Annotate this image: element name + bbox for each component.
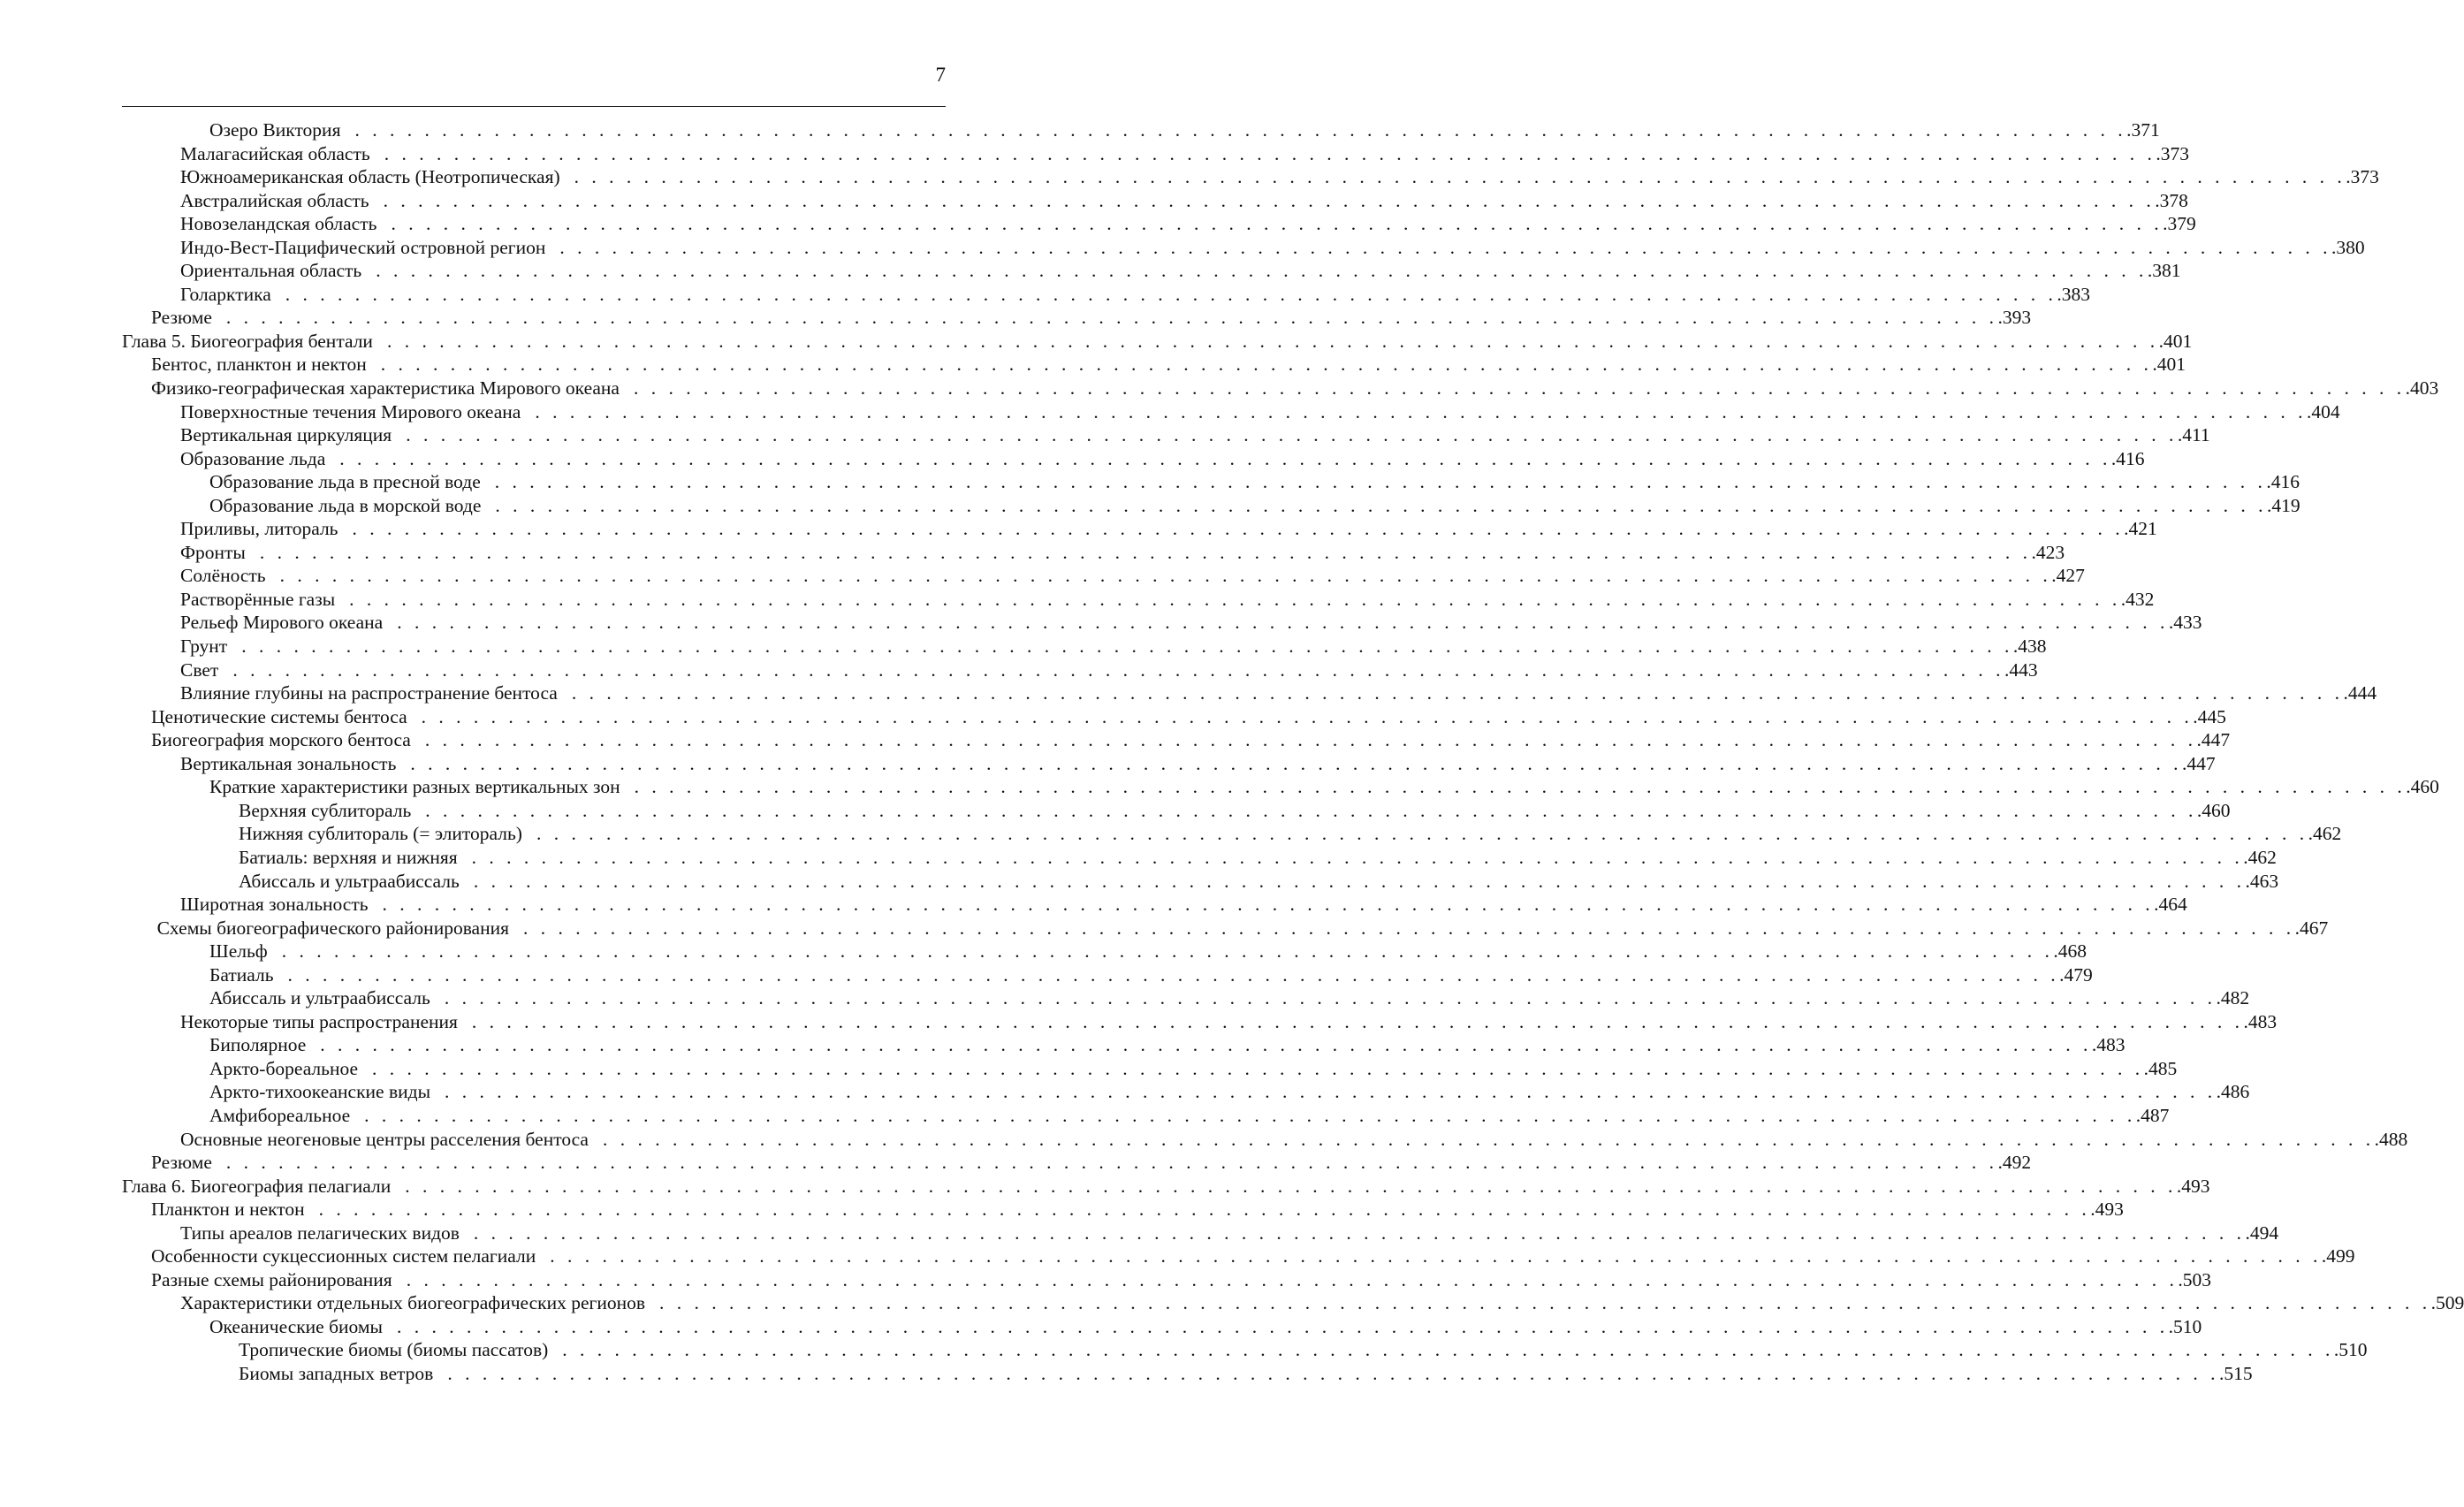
toc-entry [122,353,2186,377]
toc-entry-title: Планктон и нектон [151,1199,305,1221]
toc-dot-leader: . . . . . . . . . . . . . . . . . . . . . . . . . . . . . . . . . . . . . . . . . . . . . . . . . . . . . . . . . . . . . . . . . . . . . . . . . . . . . . . . . . . . . . . . . . . . . . . . . . . . . . [281,940,2054,963]
toc-entry [122,330,2193,354]
toc-entry-page: .510 [2168,1315,2202,1337]
toc-entry-title: Фронты [180,541,246,563]
toc-dot-leader: . . . . . . . . . . . . . . . . . . . . . . . . . . . . . . . . . . . . . . . . . . . . . . . . . . . . . . . . . . . . . . . . . . . . . . . . . . . . . . . . . . . . . . . . . . . . . . . . . . . . . . [410,752,2182,774]
toc-dot-leader: . . . . . . . . . . . . . . . . . . . . . . . . . . . . . . . . . . . . . . . . . . . . . . . . . . . . . . . . . . . . . . . . . . . . . . . . . . . . . . . . . . . . . . . . . . . . . . . . . . . . . . [550,1245,2322,1267]
toc-entry-page: .509 [2430,1292,2464,1314]
toc-dot-leader: . . . . . . . . . . . . . . . . . . . . . . . . . . . . . . . . . . . . . . . . . . . . . . . . . . . . . . . . . . . . . . . . . . . . . . . . . . . . . . . . . . . . . . . . . . . . . . . . . . . . . . [536,823,2308,845]
toc-entry-page: .401 [2152,354,2186,376]
toc-entry-page: .482 [2216,987,2250,1009]
toc-entry-page: .433 [2168,612,2202,634]
toc-entry-title: Индо-Вест-Пацифический островной регион [180,236,546,258]
toc-entry [122,447,2145,471]
toc-entry-title: Вертикальная циркуляция [180,424,392,446]
toc-entry [122,165,2379,189]
toc-entry [122,1291,2464,1315]
toc-entry-title: Австралийская область [180,189,369,211]
toc-entry-title: Основные неогеновые центры расселения бентоса [180,1128,589,1150]
toc-entry-title: Типы ареалов пелагических видов [180,1222,460,1244]
toc-entry [122,494,2300,518]
toc-entry-title: Резюме [151,1152,212,1174]
toc-dot-leader: . . . . . . . . . . . . . . . . . . . . . . . . . . . . . . . . . . . . . . . . . . . . . . . . . . . . . . . . . . . . . . . . . . . . . . . . . . . . . . . . . . . . . . . . . . . . . . . . . . . . . . [494,471,2267,493]
toc-entry-page: .493 [2090,1199,2124,1221]
toc-entry-title: Верхняя сублитораль [239,799,412,821]
toc-entry [122,142,2189,166]
toc-dot-leader: . . . . . . . . . . . . . . . . . . . . . . . . . . . . . . . . . . . . . . . . . . . . . . . . . . . . . . . . . . . . . . . . . . . . . . . . . . . . . . . . . . . . . . . . . . . . . . . . . . . . . . [391,213,2164,235]
toc-entry-title: Биогеография морского бентоса [151,729,411,751]
toc-entry-title: Глава 6. Биогеография пелагиали [122,1175,392,1197]
toc-entry-title: Абиссаль и ультраабиссаль [239,870,460,892]
toc-entry-title: Ценотические системы бентоса [151,705,407,727]
toc-entry-title: Аркто-тихоокеанские виды [209,1081,431,1103]
toc-dot-leader: . . . . . . . . . . . . . . . . . . . . . . . . . . . . . . . . . . . . . . . . . . . . . . . . . . . . . . . . . . . . . . . . . . . . . . . . . . . . . . . . . . . . . . . . . . . . . . . . . . . . . . [349,588,2121,610]
toc-dot-leader: . . . . . . . . . . . . . . . . . . . . . . . . . . . . . . . . . . . . . . . . . . . . . . . . . . . . . . . . . . . . . . . . . . . . . . . . . . . . . . . . . . . . . . . . . . . . . . . . . . . . . . [445,1081,2217,1103]
toc-entry [122,1315,2202,1339]
toc-entry-page: .510 [2333,1339,2368,1361]
toc-entry-page: .371 [2126,119,2160,141]
toc-entry [122,423,2210,447]
toc-dot-leader: . . . . . . . . . . . . . . . . . . . . . . . . . . . . . . . . . . . . . . . . . . . . . . . . . . . . . . . . . . . . . . . . . . . . . . . . . . . . . . . . . . . . . . . . . . . . . . . . . . . . . . [535,400,2307,422]
toc-dot-leader: . . . . . . . . . . . . . . . . . . . . . . . . . . . . . . . . . . . . . . . . . . . . . . . . . . . . . . . . . . . . . . . . . . . . . . . . . . . . . . . . . . . . . . . . . . . . . . . . . . . . . . [444,987,2217,1009]
toc-entry-title: Приливы, литораль [180,518,338,540]
toc-dot-leader: . . . . . . . . . . . . . . . . . . . . . . . . . . . . . . . . . . . . . . . . . . . . . . . . . . . . . . . . . . . . . . . . . . . . . . . . . . . . . . . . . . . . . . . . . . . . . . . . . . . . . . [241,636,2013,658]
toc-entry [122,728,2231,752]
toc-entry [122,588,2155,612]
toc-entry-page: .468 [2053,940,2087,963]
toc-entry-page: .447 [2196,729,2231,751]
toc-entry-title: Физико-географическая характеристика Мирового океана [151,377,620,400]
toc-entry-title: Влияние глубины на распространение бентоса [180,682,558,704]
toc-dot-leader: . . . . . . . . . . . . . . . . . . . . . . . . . . . . . . . . . . . . . . . . . . . . . . . . . . . . . . . . . . . . . . . . . . . . . . . . . . . . . . . . . . . . . . . . . . . . . . . . . . . . . . [225,1152,1998,1174]
toc-entry-page: .488 [2374,1128,2408,1150]
toc-entry-title: Растворённые газы [180,588,336,610]
toc-entry [122,1222,2279,1245]
toc-entry-title: Южноамериканская область (Неотропическая) [180,166,560,188]
toc-entry-page: .416 [2266,471,2300,493]
toc-entry [122,1268,2211,1292]
toc-entry-page: .379 [2163,213,2196,235]
toc-entry [122,681,2377,705]
toc-entry-title: Нижняя сублитораль (= элитораль) [239,823,522,845]
toc-entry-title: Резюме [151,307,212,329]
toc-dot-leader: . . . . . . . . . . . . . . . . . . . . . . . . . . . . . . . . . . . . . . . . . . . . . . . . . . . . . . . . . . . . . . . . . . . . . . . . . . . . . . . . . . . . . . . . . . . . . . . . . . . . . . [396,1315,2169,1337]
toc-entry [122,236,2365,260]
toc-entry [122,846,2277,870]
toc-entry [122,470,2300,494]
toc-dot-leader: . . . . . . . . . . . . . . . . . . . . . . . . . . . . . . . . . . . . . . . . . . . . . . . . . . . . . . . . . . . . . . . . . . . . . . . . . . . . . . . . . . . . . . . . . . . . . . . . . . . . . . [425,799,2197,821]
toc-entry-title: Шельф [209,940,268,963]
toc-entry-title: Грунт [180,636,228,658]
toc-entry [122,635,2047,658]
toc-entry-title: Батиаль [209,963,274,986]
toc-dot-leader: . . . . . . . . . . . . . . . . . . . . . . . . . . . . . . . . . . . . . . . . . . . . . . . . . . . . . . . . . . . . . . . . . . . . . . . . . . . . . . . . . . . . . . . . . . . . . . . . . . . . . . [574,166,2346,188]
toc-entry [122,940,2087,963]
toc-dot-leader: . . . . . . . . . . . . . . . . . . . . . . . . . . . . . . . . . . . . . . . . . . . . . . . . . . . . . . . . . . . . . . . . . . . . . . . . . . . . . . . . . . . . . . . . . . . . . . . . . . . . . . [279,565,2052,587]
toc-dot-leader: . . . . . . . . . . . . . . . . . . . . . . . . . . . . . . . . . . . . . . . . . . . . . . . . . . . . . . . . . . . . . . . . . . . . . . . . . . . . . . . . . . . . . . . . . . . . . . . . . . . . . . [285,283,2057,305]
toc-entry [122,775,2439,799]
toc-dot-leader: . . . . . . . . . . . . . . . . . . . . . . . . . . . . . . . . . . . . . . . . . . . . . . . . . . . . . . . . . . . . . . . . . . . . . . . . . . . . . . . . . . . . . . . . . . . . . . . . . . . . . . [384,142,2156,164]
toc-entry-page: .493 [2176,1175,2210,1197]
toc-entry [122,917,2329,940]
toc-entry-page: .463 [2245,870,2279,892]
toc-dot-leader: . . . . . . . . . . . . . . . . . . . . . . . . . . . . . . . . . . . . . . . . . . . . . . . . . . . . . . . . . . . . . . . . . . . . . . . . . . . . . . . . . . . . . . . . . . . . . . . . . . . . . . [232,658,2004,681]
toc-dot-leader: . . . . . . . . . . . . . . . . . . . . . . . . . . . . . . . . . . . . . . . . . . . . . . . . . . . . . . . . . . . . . . . . . . . . . . . . . . . . . . . . . . . . . . . . . . . . . . . . . . . . . . [406,1268,2179,1290]
toc-entry-page: .447 [2182,752,2216,774]
toc-dot-leader: . . . . . . . . . . . . . . . . . . . . . . . . . . . . . . . . . . . . . . . . . . . . . . . . . . . . . . . . . . . . . . . . . . . . . . . . . . . . . . . . . . . . . . . . . . . . . . . . . . . . . . [447,1362,2219,1384]
toc-entry [122,752,2216,776]
toc-entry-page: .416 [2110,447,2145,469]
toc-dot-leader: . . . . . . . . . . . . . . . . . . . . . . . . . . . . . . . . . . . . . . . . . . . . . . . . . . . . . . . . . . . . . . . . . . . . . . . . . . . . . . . . . . . . . . . . . . . . . . . . . . . . . . [405,1175,2177,1197]
toc-entry-title: Батиаль: верхняя и нижняя [239,846,458,868]
toc-entry-page: .443 [2004,658,2038,681]
toc-entry [122,1104,2170,1128]
toc-dot-leader: . . . . . . . . . . . . . . . . . . . . . . . . . . . . . . . . . . . . . . . . . . . . . . . . . . . . . . . . . . . . . . . . . . . . . . . . . . . . . . . . . . . . . . . . . . . . . . . . . . . . . . [471,1010,2244,1032]
toc-entry [122,705,2226,729]
toc-entry-page: .403 [2405,377,2439,400]
toc-entry-page: .438 [2012,636,2047,658]
toc-entry-page: .487 [2135,1104,2170,1126]
toc-entry-page: .515 [2218,1362,2253,1384]
toc-entry [122,1080,2250,1104]
toc-dot-leader: . . . . . . . . . . . . . . . . . . . . . . . . . . . . . . . . . . . . . . . . . . . . . . . . . . . . . . . . . . . . . . . . . . . . . . . . . . . . . . . . . . . . . . . . . . . . . . . . . . . . . . [318,1199,2091,1221]
toc-entry-page: .421 [2124,518,2157,540]
toc-entry [122,306,2032,330]
toc-entry-title: Рельеф Мирового океана [180,612,384,634]
toc-entry-title: Новозеландская область [180,213,377,235]
page-number: 7 [935,64,946,86]
toc-dot-leader: . . . . . . . . . . . . . . . . . . . . . . . . . . . . . . . . . . . . . . . . . . . . . . . . . . . . . . . . . . . . . . . . . . . . . . . . . . . . . . . . . . . . . . . . . . . . . . . . . . . . . . [659,1292,2431,1314]
toc-entry-page: .423 [2031,541,2065,563]
toc-dot-leader: . . . . . . . . . . . . . . . . . . . . . . . . . . . . . . . . . . . . . . . . . . . . . . . . . . . . . . . . . . . . . . . . . . . . . . . . . . . . . . . . . . . . . . . . . . . . . . . . . . . . . . [380,354,2153,376]
toc-entry-page: .486 [2216,1081,2250,1103]
toc-entry-title: Тропические биомы (биомы пассатов) [239,1339,549,1361]
toc-dot-leader: . . . . . . . . . . . . . . . . . . . . . . . . . . . . . . . . . . . . . . . . . . . . . . . . . . . . . . . . . . . . . . . . . . . . . . . . . . . . . . . . . . . . . . . . . . . . . . . . . . . . . . [259,541,2032,563]
toc-entry-page: .460 [2196,799,2231,821]
toc-entry [122,1244,2355,1268]
toc-entry-title: Бентос, планктон и нектон [151,354,367,376]
toc-dot-leader: . . . . . . . . . . . . . . . . . . . . . . . . . . . . . . . . . . . . . . . . . . . . . . . . . . . . . . . . . . . . . . . . . . . . . . . . . . . . . . . . . . . . . . . . . . . . . . . . . . . . . . [352,518,2125,540]
toc-entry [122,822,2342,846]
toc-entry-page: .494 [2245,1222,2279,1244]
toc-dot-leader: . . . . . . . . . . . . . . . . . . . . . . . . . . . . . . . . . . . . . . . . . . . . . . . . . . . . . . . . . . . . . . . . . . . . . . . . . . . . . . . . . . . . . . . . . . . . . . . . . . . . . . [383,189,2156,211]
toc-entry-page: .479 [2059,963,2093,986]
toc-dot-leader: . . . . . . . . . . . . . . . . . . . . . . . . . . . . . . . . . . . . . . . . . . . . . . . . . . . . . . . . . . . . . . . . . . . . . . . . . . . . . . . . . . . . . . . . . . . . . . . . . . . . . . [354,119,2127,141]
toc-entry-title: Абиссаль и ультраабиссаль [209,987,430,1009]
toc-dot-leader: . . . . . . . . . . . . . . . . . . . . . . . . . . . . . . . . . . . . . . . . . . . . . . . . . . . . . . . . . . . . . . . . . . . . . . . . . . . . . . . . . . . . . . . . . . . . . . . . . . . . . . [287,963,2060,986]
toc-entry-page: .492 [1997,1152,2032,1174]
toc-entry-title: Океанические биомы [209,1315,383,1337]
toc-entry-page: .444 [2343,682,2377,704]
toc-entry-page: .419 [2267,494,2300,516]
toc-entry-page: .445 [2193,705,2226,727]
toc-entry-page: .401 [2158,330,2193,352]
toc-entry-title: Ориентальная область [180,260,362,282]
toc-entry-title: Озеро Виктория [209,119,341,141]
toc-entry-title: Образование льда [180,447,326,469]
toc-entry-page: .373 [2156,142,2189,164]
toc-entry-page: .483 [2091,1034,2126,1056]
toc-entry-title: Вертикальная зональность [180,752,397,774]
toc-dot-leader: . . . . . . . . . . . . . . . . . . . . . . . . . . . . . . . . . . . . . . . . . . . . . . . . . . . . . . . . . . . . . . . . . . . . . . . . . . . . . . . . . . . . . . . . . . . . . . . . . . . . . . [495,494,2268,516]
toc-entry-page: .383 [2057,283,2091,305]
toc-entry-page: .483 [2243,1010,2278,1032]
toc-dot-leader: . . . . . . . . . . . . . . . . . . . . . . . . . . . . . . . . . . . . . . . . . . . . . . . . . . . . . . . . . . . . . . . . . . . . . . . . . . . . . . . . . . . . . . . . . . . . . . . . . . . . . . [320,1034,2092,1056]
toc-entry [122,1128,2408,1152]
toc-dot-leader: . . . . . . . . . . . . . . . . . . . . . . . . . . . . . . . . . . . . . . . . . . . . . . . . . . . . . . . . . . . . . . . . . . . . . . . . . . . . . . . . . . . . . . . . . . . . . . . . . . . . . . [382,894,2155,916]
toc-entry-page: .381 [2147,260,2181,282]
toc-entry-title: Аркто-бореальное [209,1057,359,1079]
toc-entry [122,1033,2126,1057]
toc-entry-page: .393 [1997,307,2032,329]
toc-entry-page: .427 [2051,565,2085,587]
toc-entry-title: Характеристики отдельных биогеографических регионов [180,1292,646,1314]
toc-entry [122,799,2231,823]
toc-entry-title: Биполярное [209,1034,307,1056]
toc-entry-page: .373 [2346,166,2379,188]
toc-entry [122,564,2085,588]
toc-dot-leader: . . . . . . . . . . . . . . . . . . . . . . . . . . . . . . . . . . . . . . . . . . . . . . . . . . . . . . . . . . . . . . . . . . . . . . . . . . . . . . . . . . . . . . . . . . . . . . . . . . . . . . [424,729,2197,751]
toc-entry-page: .485 [2143,1057,2178,1079]
toc-entry [122,893,2187,917]
toc-entry-page: .404 [2306,400,2340,422]
toc-entry-title: Схемы биогеографического районирования [156,917,510,939]
toc-entry [122,259,2181,283]
toc-entry-title: Образование льда в пресной воде [209,471,481,493]
toc-entry [122,1338,2368,1362]
toc-dot-leader: . . . . . . . . . . . . . . . . . . . . . . . . . . . . . . . . . . . . . . . . . . . . . . . . . . . . . . . . . . . . . . . . . . . . . . . . . . . . . . . . . . . . . . . . . . . . . . . . . . . . . . [406,424,2178,446]
header-rule [122,106,946,107]
toc-entry-title: Голарктика [180,283,271,305]
toc-entry-title: Поверхностные течения Мирового океана [180,400,521,422]
toc-entry-title: Солёность [180,565,266,587]
toc-entry-page: .380 [2331,236,2365,258]
toc-dot-leader: . . . . . . . . . . . . . . . . . . . . . . . . . . . . . . . . . . . . . . . . . . . . . . . . . . . . . . . . . . . . . . . . . . . . . . . . . . . . . . . . . . . . . . . . . . . . . . . . . . . . . . [339,447,2111,469]
toc-entry-title: Амфибореальное [209,1104,351,1126]
toc-entry [122,377,2439,400]
toc-entry-page: .378 [2155,189,2188,211]
toc-entry [122,517,2157,541]
toc-dot-leader: . . . . . . . . . . . . . . . . . . . . . . . . . . . . . . . . . . . . . . . . . . . . . . . . . . . . . . . . . . . . . . . . . . . . . . . . . . . . . . . . . . . . . . . . . . . . . . . . . . . . . . [473,1222,2246,1244]
toc-entry [122,658,2038,682]
toc-dot-leader: . . . . . . . . . . . . . . . . . . . . . . . . . . . . . . . . . . . . . . . . . . . . . . . . . . . . . . . . . . . . . . . . . . . . . . . . . . . . . . . . . . . . . . . . . . . . . . . . . . . . . . [602,1128,2375,1150]
toc-entry [122,1151,2032,1175]
toc-dot-leader: . . . . . . . . . . . . . . . . . . . . . . . . . . . . . . . . . . . . . . . . . . . . . . . . . . . . . . . . . . . . . . . . . . . . . . . . . . . . . . . . . . . . . . . . . . . . . . . . . . . . . . [421,705,2194,727]
toc-entry-title: Особенности сукцессионных систем пелагиали [151,1245,536,1267]
toc-entry [122,212,2196,236]
toc-entry-page: .411 [2177,424,2210,446]
toc-entry-title: Краткие характеристики разных вертикальных зон [209,776,620,798]
toc-entry-page: .499 [2321,1245,2355,1267]
toc-entry-title: Малагасийская область [180,142,370,164]
toc-entry-title: Глава 5. Биогеография бентали [122,330,373,352]
toc-entry [122,963,2093,987]
toc-entry [122,1198,2124,1222]
toc-entry [122,611,2202,635]
toc-entry [122,118,2160,142]
toc-entry [122,400,2340,424]
toc-dot-leader: . . . . . . . . . . . . . . . . . . . . . . . . . . . . . . . . . . . . . . . . . . . . . . . . . . . . . . . . . . . . . . . . . . . . . . . . . . . . . . . . . . . . . . . . . . . . . . . . . . . . . . [523,917,2295,939]
toc-entry-page: .462 [2308,823,2342,845]
toc-entry [122,1175,2210,1199]
toc-dot-leader: . . . . . . . . . . . . . . . . . . . . . . . . . . . . . . . . . . . . . . . . . . . . . . . . . . . . . . . . . . . . . . . . . . . . . . . . . . . . . . . . . . . . . . . . . . . . . . . . . . . . . . [397,612,2169,634]
toc-entry [122,541,2065,565]
toc-entry-page: .460 [2406,776,2439,798]
toc-entry [122,870,2279,894]
toc-dot-leader: . . . . . . . . . . . . . . . . . . . . . . . . . . . . . . . . . . . . . . . . . . . . . . . . . . . . . . . . . . . . . . . . . . . . . . . . . . . . . . . . . . . . . . . . . . . . . . . . . . . . . . [376,260,2148,282]
toc-entry-title: Биомы западных ветров [239,1362,434,1384]
toc-dot-leader: . . . . . . . . . . . . . . . . . . . . . . . . . . . . . . . . . . . . . . . . . . . . . . . . . . . . . . . . . . . . . . . . . . . . . . . . . . . . . . . . . . . . . . . . . . . . . . . . . . . . . . [559,236,2331,258]
toc-entry-page: .462 [2243,846,2277,868]
toc-dot-leader: . . . . . . . . . . . . . . . . . . . . . . . . . . . . . . . . . . . . . . . . . . . . . . . . . . . . . . . . . . . . . . . . . . . . . . . . . . . . . . . . . . . . . . . . . . . . . . . . . . . . . . [633,377,2406,400]
toc-entry-title: Широтная зональность [180,894,369,916]
toc-dot-leader: . . . . . . . . . . . . . . . . . . . . . . . . . . . . . . . . . . . . . . . . . . . . . . . . . . . . . . . . . . . . . . . . . . . . . . . . . . . . . . . . . . . . . . . . . . . . . . . . . . . . . . [473,870,2246,892]
toc-entry-title: Образование льда в морской воде [209,494,482,516]
table-of-contents [122,118,2464,1386]
toc-entry-title: Свет [180,658,219,681]
toc-entry [122,986,2250,1010]
toc-entry [122,283,2091,307]
toc-dot-leader: . . . . . . . . . . . . . . . . . . . . . . . . . . . . . . . . . . . . . . . . . . . . . . . . . . . . . . . . . . . . . . . . . . . . . . . . . . . . . . . . . . . . . . . . . . . . . . . . . . . . . . [225,307,1998,329]
toc-dot-leader: . . . . . . . . . . . . . . . . . . . . . . . . . . . . . . . . . . . . . . . . . . . . . . . . . . . . . . . . . . . . . . . . . . . . . . . . . . . . . . . . . . . . . . . . . . . . . . . . . . . . . . [562,1339,2334,1361]
toc-dot-leader: . . . . . . . . . . . . . . . . . . . . . . . . . . . . . . . . . . . . . . . . . . . . . . . . . . . . . . . . . . . . . . . . . . . . . . . . . . . . . . . . . . . . . . . . . . . . . . . . . . . . . . [364,1104,2136,1126]
toc-entry-page: .467 [2294,917,2329,939]
toc-entry-page: .503 [2178,1268,2211,1290]
toc-dot-leader: . . . . . . . . . . . . . . . . . . . . . . . . . . . . . . . . . . . . . . . . . . . . . . . . . . . . . . . . . . . . . . . . . . . . . . . . . . . . . . . . . . . . . . . . . . . . . . . . . . . . . . [471,846,2244,868]
toc-dot-leader: . . . . . . . . . . . . . . . . . . . . . . . . . . . . . . . . . . . . . . . . . . . . . . . . . . . . . . . . . . . . . . . . . . . . . . . . . . . . . . . . . . . . . . . . . . . . . . . . . . . . . . [386,330,2159,352]
toc-entry-title: Разные схемы районирования [151,1268,392,1290]
toc-entry [122,1362,2253,1386]
toc-dot-leader: . . . . . . . . . . . . . . . . . . . . . . . . . . . . . . . . . . . . . . . . . . . . . . . . . . . . . . . . . . . . . . . . . . . . . . . . . . . . . . . . . . . . . . . . . . . . . . . . . . . . . . [372,1057,2144,1079]
toc-entry-title: Некоторые типы распространения [180,1010,458,1032]
toc-entry [122,189,2188,213]
toc-entry [122,1057,2178,1081]
toc-entry [122,1010,2278,1034]
toc-dot-leader: . . . . . . . . . . . . . . . . . . . . . . . . . . . . . . . . . . . . . . . . . . . . . . . . . . . . . . . . . . . . . . . . . . . . . . . . . . . . . . . . . . . . . . . . . . . . . . . . . . . . . . [634,776,2407,798]
toc-entry-page: .432 [2120,588,2155,610]
toc-entry-page: .464 [2154,894,2187,916]
toc-dot-leader: . . . . . . . . . . . . . . . . . . . . . . . . . . . . . . . . . . . . . . . . . . . . . . . . . . . . . . . . . . . . . . . . . . . . . . . . . . . . . . . . . . . . . . . . . . . . . . . . . . . . . . [571,682,2344,704]
